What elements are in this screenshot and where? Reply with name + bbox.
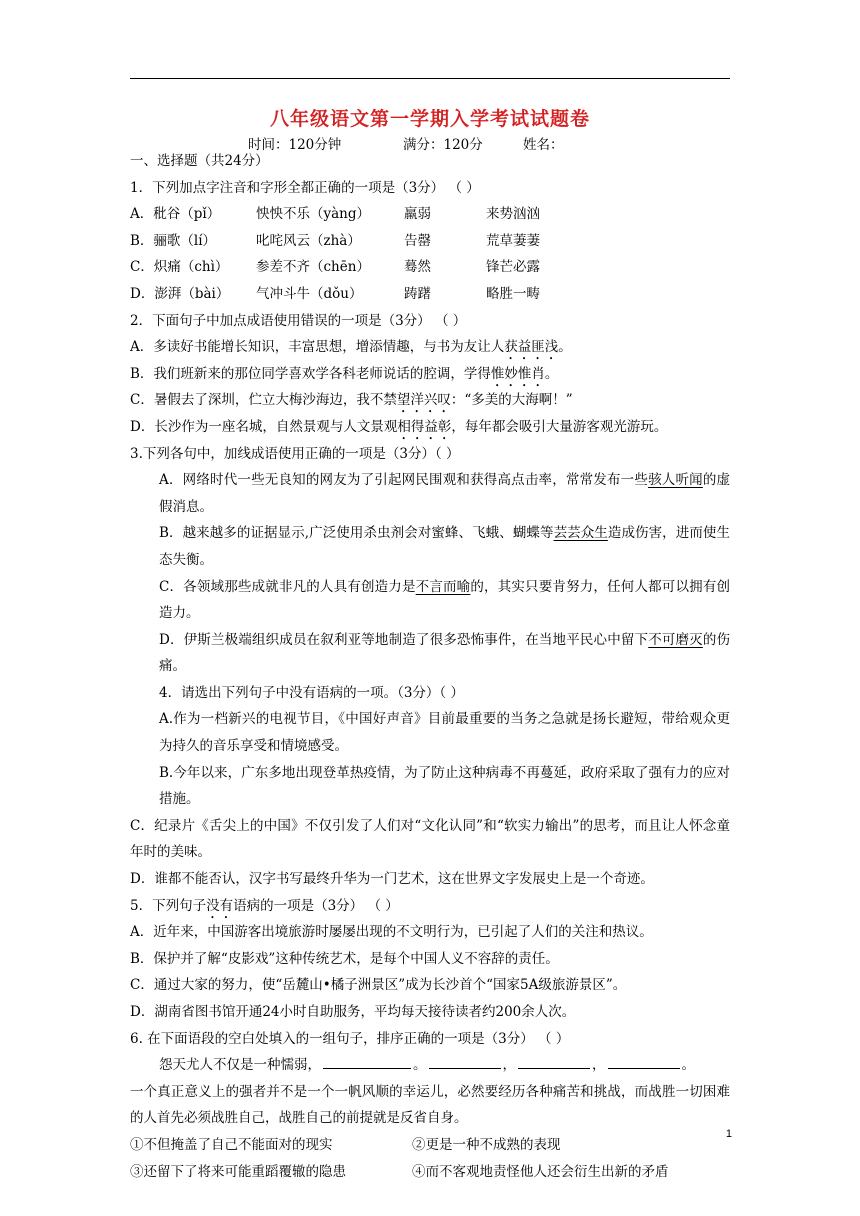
q5-option-b: B．保护并了解“皮影戏”这种传统艺术，是每个中国人义不容辞的责任。 — [130, 950, 559, 967]
q2-option-a: A．多读好书能增长知识，丰富思想，增添情趣，与书为友让人获益匪浅。 — [130, 339, 572, 356]
fill-blank-3 — [518, 1054, 590, 1069]
q1-option-c: C．炽痛（chì） 参差不齐（chēn） 蓦然 锋芒必露 — [130, 259, 540, 276]
q1-option-b: B．骊歌（lí） 叱咤风云（zhà） 告罄 荒草萋萋 — [130, 232, 540, 249]
name-field-label: 姓名： — [523, 137, 564, 153]
fill-blank-1 — [323, 1054, 411, 1069]
q6-items-row-1: ①不但掩盖了自己不能面对的现实 ②更是一种不成熟的表现 — [130, 1136, 561, 1153]
q3-option-c: C．各领域那些成就非凡的人具有创造力是不言而喻的，其实只要肯努力，任何人都可以拥有创造力。 — [159, 578, 731, 622]
fill-blank-2 — [429, 1054, 501, 1069]
q3-option-a: A．网络时代一些无良知的网友为了引起网民围观和获得高点击率，常常发布一些骇人听闻的虚假消息。 — [159, 472, 731, 515]
page-number: 1 — [725, 1128, 732, 1140]
time-limit: 时间：120分钟 — [248, 137, 342, 153]
q3-option-d: D．伊斯兰极端组织成员在叙利亚等地制造了很多恐怖事件，在当地平民心中留下不可磨灭的伤痛。 — [159, 631, 731, 675]
q1-stem: 1．下列加点字注音和字形全都正确的一项是（3分） （ ） — [130, 179, 480, 196]
q5-option-a: A．近年来，中国游客出境旅游时屡屡出现的不文明行为，已引起了人们的关注和热议。 — [130, 924, 653, 941]
exam-content — [130, 148, 730, 1185]
q2-stem: 2．下面句子中加点成语使用错误的一项是（3分） （ ） — [130, 312, 467, 329]
q6-items-row-2: ③还留下了将来可能重蹈覆辙的隐患 ④而不客观地责怪他人还会衍生出新的矛盾 — [130, 1163, 669, 1180]
header-rule — [130, 78, 730, 79]
q1-option-d: D．澎湃（bài） 气冲斗牛（dǒu） 踌躇 略胜一畴 — [130, 285, 540, 302]
q5-stem: 5．下列句子没有语病的一项是（3分） （ ） — [130, 897, 399, 914]
q4-option-b: B.今年以来，广东多地出现登革热疫情，为了防止这种病毒不再蔓延，政府采取了强有力的应对措施。 — [159, 764, 730, 808]
q3-option-b: B．越来越多的证据显示,广泛使用杀虫剂会对蜜蜂、飞蛾、蝴蝶等芸芸众生造成伤害，进而使生态失衡。 — [159, 525, 730, 568]
q2-option-b: B．我们班新来的那位同学喜欢学各科老师说话的腔调，学得惟妙惟肖。 — [130, 365, 559, 382]
q6-stem: 6. 在下面语段的空白处填入的一组句子，排序正确的一项是（3分） （ ） — [130, 1030, 570, 1047]
dotted-word: 没有 — [206, 897, 234, 914]
q4-option-d: D．谁都不能否认，汉字书写最终升华为一门艺术，这在世界文字发展史上是一个奇迹。 — [130, 871, 654, 888]
underlined-idiom: 骇人听闻 — [648, 472, 703, 489]
dotted-idiom: 获益匪浅 — [504, 339, 559, 356]
q4-stem: 4．请选出下列句子中没有语病的一项。（3分）（ ） — [159, 684, 464, 701]
q3-stem: 3.下列各句中，加线成语使用正确的一项是（3分）（ ） — [130, 445, 460, 462]
fill-blank-4 — [608, 1054, 680, 1069]
full-score: 满分：120分 — [403, 137, 483, 153]
underlined-idiom: 不可磨灭 — [648, 631, 703, 648]
q6-paragraph-rest: 一个真正意义上的强者并不是一个一帆风顺的幸运儿，必然要经历各种痛苦和挑战，而战胜一切困难的人首先必须战胜自己，战胜自己的前提就是反省自身。 — [130, 1083, 730, 1127]
dotted-idiom: 惟妙惟肖 — [490, 365, 545, 382]
underlined-idiom: 芸芸众生 — [553, 525, 608, 542]
section-heading: 一、选择题（共24分） — [130, 153, 269, 169]
q2-option-d: D．长沙作为一座名城，自然景观与人文景观相得益彰，每年都会吸引大量游客观光游玩。 — [130, 418, 668, 435]
underlined-idiom: 不言而喻 — [415, 578, 471, 595]
q6-paragraph-first-line: 怨天尤人不仅是一种懦弱， 。 ， ， 。 — [130, 1052, 730, 1079]
dotted-idiom: 望洋兴叹 — [396, 392, 451, 409]
q5-option-d: D．湖南省图书馆开通24小时自助服务，平均每天接待读者约200余人次。 — [130, 1004, 576, 1020]
dotted-idiom: 相得益彰 — [397, 418, 452, 435]
q1-option-a: A．秕谷（pǐ） 怏怏不乐（yàng） 羸弱 来势汹汹 — [130, 206, 540, 223]
q5-option-c: C．通过大家的努力，使“岳麓山•橘子洲景区”成为长沙首个“国家5A级旅游景区”。 — [130, 977, 627, 994]
q4-option-c: C．纪录片《舌尖上的中国》不仅引发了人们对“文化认同”和“软实力输出”的思考，而且让人怀念童年时的美味。 — [130, 817, 730, 861]
exam-title: 八年级语文第一学期入学考试试题卷 — [269, 108, 590, 130]
q4-option-a: A.作为一档新兴的电视节目，《中国好声音》目前最重要的当务之急就是扬长避短，带给观众更为持久的音乐享受和情境感受。 — [159, 711, 730, 755]
q2-option-c: C．暑假去了深圳，伫立大梅沙海边，我不禁望洋兴叹：“多美的大海啊！” — [130, 392, 573, 409]
